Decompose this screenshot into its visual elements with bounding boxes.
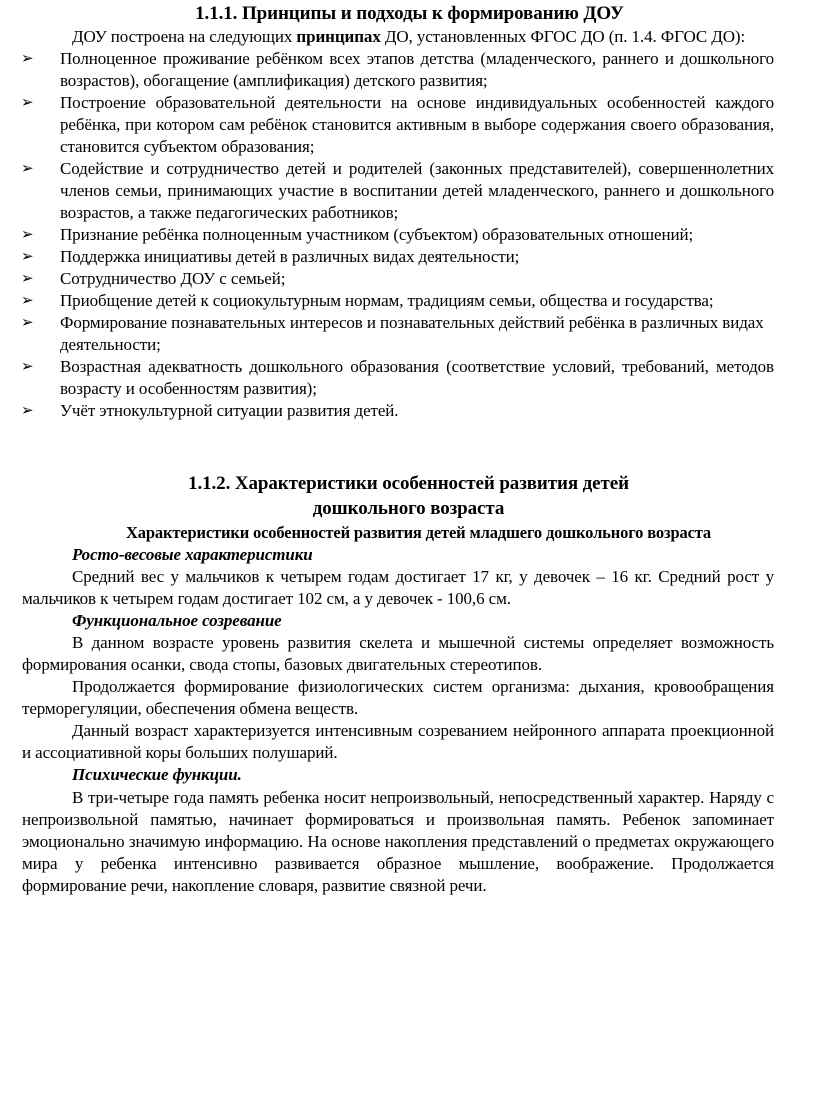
list-item [0, 158, 795, 224]
list-item [0, 290, 795, 312]
list-item [0, 92, 795, 158]
arrowhead-bullet-icon: ➢ [21, 159, 34, 178]
intro-text-after-bold: ДО, установленных ФГОС ДО (п. 1.4. ФГОС ДО): [380, 26, 746, 46]
paragraph-mental-functions-1: В три-четыре года память ребенка носит непроизвольный, непосредственный характер. Наряду с непроизвольной памятью, начинает формироваться и произвольная память. Ребенок запоминает эмоционально значимую информацию. На основе накопления представлений о предметах окружающего мира у ребенка интенсивно развивается образное мышление, воображение. Продолжается формирование речи, накопление словаря, развитие связной речи. [22, 787, 774, 895]
list-item [0, 400, 795, 422]
arrowhead-bullet-icon: ➢ [21, 401, 34, 420]
list-item-label: Признание ребёнка полноценным участником (субъектом) образовательных отношений; [60, 225, 694, 245]
page-title-heading-1-1-1: 1.1.1. Принципы и подходы к формированию ДОУ [195, 3, 624, 24]
heading-1-1-2 [0, 472, 795, 521]
paragraph-functional-maturation-1: В данном возрасте уровень развития скелета и мышечной системы определяет возможность формирования осанки, свода стопы, базовых двигательных стереотипов. [22, 632, 774, 674]
subheading-young-preschool: Характеристики особенностей развития детей младшего дошкольного возраста [125, 523, 711, 543]
list-item-label: Построение образовательной деятельности на основе индивидуальных особенностей каждого ребёнка, при котором сам ребёнок становится активным в выборе содержания своего образования, становится субъектом образования; [60, 93, 774, 157]
arrowhead-bullet-icon: ➢ [21, 269, 34, 288]
list-item-label: Учёт этнокультурной ситуации развития детей. [60, 401, 399, 421]
list-item-label: Содействие и сотрудничество детей и родителей (законных представителей), совершеннолетних членов семьи, принимающих участие в воспитании детей младенческого, раннего и дошкольного возрастов, а также педагогических работников; [60, 159, 774, 223]
arrowhead-bullet-icon: ➢ [21, 49, 34, 68]
arrowhead-bullet-icon: ➢ [21, 225, 34, 244]
paragraph-functional-maturation-3: Данный возраст характеризуется интенсивным созреванием нейронного аппарата проекционной и ассоциативной коры больших полушарий. [22, 721, 774, 763]
run-head-functional-maturation: Функциональное созревание [72, 610, 282, 630]
paragraph-physical-growth-1: Средний вес у мальчиков к четырем годам достигает 17 кг, у девочек – 16 кг. Средний рост у мальчиков к четырем годам достигает 102 см, а у девочек - 100,6 см. [22, 566, 774, 608]
list-item-label: Приобщение детей к социокультурным нормам, традициям семьи, общества и государства; [60, 291, 714, 311]
list-item-label: Возрастная адекватность дошкольного образования (соответствие условий, требований, методов возрасту и особенностям развития); [60, 357, 774, 399]
arrowhead-bullet-icon: ➢ [21, 247, 34, 266]
principles-list [0, 48, 795, 422]
run-head-physical-growth: Росто-весовые характеристики [72, 544, 313, 564]
list-item-label: Формирование познавательных интересов и познавательных действий ребёнка в различных видах деятельности; [60, 313, 764, 355]
arrowhead-bullet-icon: ➢ [21, 291, 34, 310]
intro-paragraph [0, 26, 795, 48]
intro-bold-term: принципах [296, 26, 381, 46]
list-item-label: Полноценное проживание ребёнком всех этапов детства (младенческого, раннего и дошкольного возрастов), обогащение (амплификация) детского развития; [60, 49, 774, 91]
list-item [0, 356, 795, 400]
list-item [0, 246, 795, 268]
list-item [0, 224, 795, 246]
heading-1-1-2-line-1: 1.1.2. Характеристики особенностей развития детей [188, 473, 629, 495]
list-item [0, 268, 795, 290]
arrowhead-bullet-icon: ➢ [21, 93, 34, 112]
section-spacer [0, 422, 795, 472]
paragraph-functional-maturation-2: Продолжается формирование физиологических систем организма: дыхания, кровообращения терморегуляции, обеспечения обмена веществ. [22, 677, 774, 719]
list-item [0, 312, 795, 356]
list-item-label: Поддержка инициативы детей в различных видах деятельности; [60, 247, 520, 267]
list-item-label: Сотрудничество ДОУ с семьей; [60, 269, 286, 289]
intro-text-before-bold: ДОУ построена на следующих [72, 26, 297, 46]
list-item [0, 48, 795, 92]
run-head-mental-functions: Психические функции. [72, 765, 242, 785]
arrowhead-bullet-icon: ➢ [21, 357, 34, 376]
heading-1-1-2-line-2: дошкольного возраста [312, 497, 505, 519]
arrowhead-bullet-icon: ➢ [21, 313, 34, 332]
